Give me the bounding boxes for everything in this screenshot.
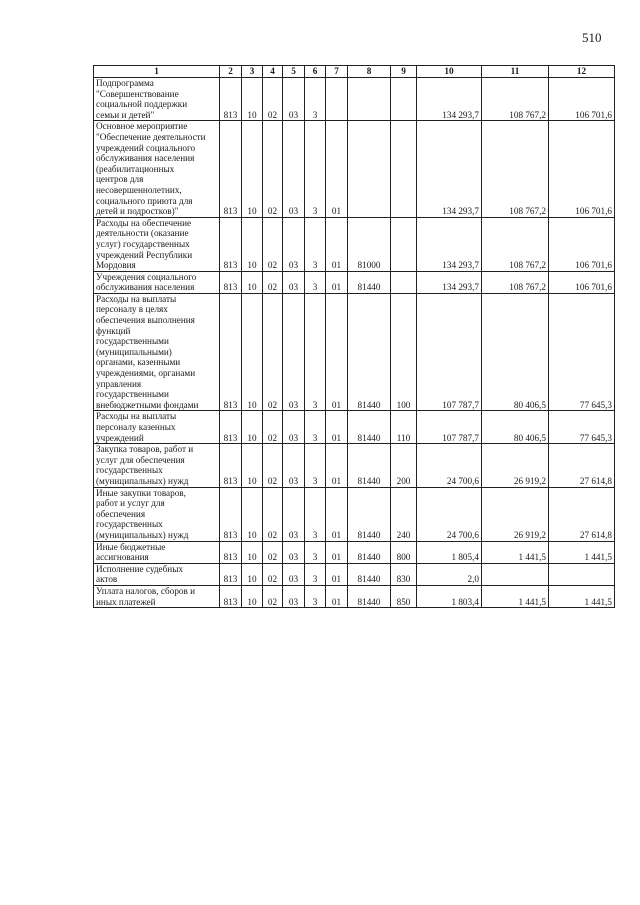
code-cell: 813 (220, 541, 242, 563)
code-cell: 03 (283, 217, 305, 271)
column-header: 3 (242, 66, 263, 78)
amount-cell: 27 614,8 (549, 444, 615, 487)
code-cell: 813 (220, 563, 242, 585)
amount-cell: 134 293,7 (417, 121, 482, 217)
code-cell: 01 (326, 411, 348, 444)
amount-cell: 1 441,5 (482, 585, 549, 607)
code-cell: 100 (391, 293, 417, 411)
code-cell: 01 (326, 293, 348, 411)
code-cell: 110 (391, 411, 417, 444)
column-header: 4 (263, 66, 283, 78)
column-header: 12 (549, 66, 615, 78)
amount-cell: 107 787,7 (417, 411, 482, 444)
code-cell: 01 (326, 487, 348, 541)
code-cell (391, 271, 417, 293)
table-row (94, 541, 615, 563)
code-cell: 03 (283, 444, 305, 487)
code-cell: 02 (263, 293, 283, 411)
amount-cell: 106 701,6 (549, 121, 615, 217)
code-cell: 01 (326, 121, 348, 217)
code-cell: 81440 (348, 411, 391, 444)
code-cell: 81000 (348, 217, 391, 271)
table-row (94, 271, 615, 293)
code-cell: 3 (305, 444, 326, 487)
code-cell: 81440 (348, 271, 391, 293)
code-cell: 01 (326, 271, 348, 293)
header-row (94, 66, 615, 78)
column-header: 6 (305, 66, 326, 78)
code-cell: 03 (283, 271, 305, 293)
row-name-cell: Подпрограмма "Совершенствование социальной поддержки семьи и детей" (94, 78, 220, 121)
amount-cell (549, 563, 615, 585)
code-cell: 02 (263, 487, 283, 541)
row-name-cell: Исполнение судебных актов (94, 563, 220, 585)
code-cell: 81440 (348, 585, 391, 607)
amount-cell: 1 805,4 (417, 541, 482, 563)
code-cell: 02 (263, 271, 283, 293)
page-number: 510 (582, 30, 602, 45)
code-cell (348, 78, 391, 121)
amount-cell (482, 563, 549, 585)
table-row (94, 293, 615, 411)
code-cell: 02 (263, 411, 283, 444)
code-cell: 10 (242, 487, 263, 541)
table-row (94, 487, 615, 541)
code-cell: 3 (305, 121, 326, 217)
row-name-cell: Уплата налогов, сборов и иных платежей (94, 585, 220, 607)
code-cell: 03 (283, 411, 305, 444)
code-cell: 03 (283, 78, 305, 121)
code-cell: 02 (263, 444, 283, 487)
code-cell: 10 (242, 444, 263, 487)
code-cell: 01 (326, 585, 348, 607)
code-cell: 830 (391, 563, 417, 585)
amount-cell: 77 645,3 (549, 411, 615, 444)
code-cell: 3 (305, 541, 326, 563)
column-header: 10 (417, 66, 482, 78)
table-row (94, 411, 615, 444)
table-row (94, 563, 615, 585)
amount-cell: 106 701,6 (549, 271, 615, 293)
row-name-cell: Расходы на обеспечение деятельности (оказание услуг) государственных учреждений Республики Мордовия (94, 217, 220, 271)
code-cell: 10 (242, 293, 263, 411)
amount-cell: 24 700,6 (417, 444, 482, 487)
code-cell: 10 (242, 217, 263, 271)
row-name-cell: Основное мероприятие "Обеспечение деятельности учреждений социального обслуживания населения (реабилитационных центров для несовершеннолетних, социального приюта для детей и подростков)" (94, 121, 220, 217)
code-cell: 3 (305, 293, 326, 411)
table-row (94, 585, 615, 607)
code-cell: 81440 (348, 293, 391, 411)
code-cell: 3 (305, 411, 326, 444)
code-cell: 02 (263, 585, 283, 607)
code-cell: 3 (305, 563, 326, 585)
code-cell: 02 (263, 563, 283, 585)
code-cell: 81440 (348, 444, 391, 487)
code-cell (391, 78, 417, 121)
amount-cell: 80 406,5 (482, 411, 549, 444)
table-row (94, 444, 615, 487)
row-name-cell: Иные бюджетные ассигнования (94, 541, 220, 563)
code-cell: 200 (391, 444, 417, 487)
code-cell (391, 121, 417, 217)
code-cell: 01 (326, 541, 348, 563)
code-cell: 813 (220, 411, 242, 444)
code-cell: 10 (242, 121, 263, 217)
amount-cell: 24 700,6 (417, 487, 482, 541)
code-cell (326, 78, 348, 121)
amount-cell: 2,0 (417, 563, 482, 585)
amount-cell: 108 767,2 (482, 217, 549, 271)
code-cell: 813 (220, 217, 242, 271)
amount-cell: 26 919,2 (482, 487, 549, 541)
column-header: 5 (283, 66, 305, 78)
code-cell: 10 (242, 78, 263, 121)
code-cell: 813 (220, 78, 242, 121)
amount-cell: 134 293,7 (417, 78, 482, 121)
code-cell: 02 (263, 121, 283, 217)
code-cell: 01 (326, 563, 348, 585)
code-cell (348, 121, 391, 217)
amount-cell: 80 406,5 (482, 293, 549, 411)
code-cell: 03 (283, 585, 305, 607)
code-cell (391, 217, 417, 271)
amount-cell: 26 919,2 (482, 444, 549, 487)
column-header: 1 (94, 66, 220, 78)
amount-cell: 1 441,5 (549, 585, 615, 607)
code-cell: 10 (242, 541, 263, 563)
code-cell: 240 (391, 487, 417, 541)
code-cell: 813 (220, 271, 242, 293)
amount-cell: 134 293,7 (417, 217, 482, 271)
code-cell: 03 (283, 487, 305, 541)
amount-cell: 107 787,7 (417, 293, 482, 411)
code-cell: 03 (283, 121, 305, 217)
amount-cell: 1 441,5 (549, 541, 615, 563)
row-name-cell: Закупка товаров, работ и услуг для обеспечения государственных (муниципальных) нужд (94, 444, 220, 487)
amount-cell: 1 441,5 (482, 541, 549, 563)
amount-cell: 134 293,7 (417, 271, 482, 293)
code-cell: 3 (305, 217, 326, 271)
table-row (94, 78, 615, 121)
amount-cell: 108 767,2 (482, 121, 549, 217)
row-name-cell: Расходы на выплаты персоналу в целях обеспечения выполнения функций государственными (муниципальными) органами, казенными учреждениями, органами управления государственными внебюджетными фондами (94, 293, 220, 411)
code-cell: 02 (263, 217, 283, 271)
code-cell: 813 (220, 585, 242, 607)
column-header: 9 (391, 66, 417, 78)
code-cell: 10 (242, 411, 263, 444)
budget-table (93, 65, 615, 608)
code-cell: 3 (305, 271, 326, 293)
table-row (94, 217, 615, 271)
code-cell: 800 (391, 541, 417, 563)
amount-cell: 27 614,8 (549, 487, 615, 541)
column-header: 11 (482, 66, 549, 78)
code-cell: 813 (220, 444, 242, 487)
code-cell: 02 (263, 78, 283, 121)
code-cell: 813 (220, 487, 242, 541)
code-cell: 03 (283, 563, 305, 585)
row-name-cell: Иные закупки товаров, работ и услуг для обеспечения государственных (муниципальных) нужд (94, 487, 220, 541)
row-name-cell: Расходы на выплаты персоналу казенных учреждений (94, 411, 220, 444)
code-cell: 02 (263, 541, 283, 563)
code-cell: 813 (220, 121, 242, 217)
column-header: 7 (326, 66, 348, 78)
amount-cell: 77 645,3 (549, 293, 615, 411)
code-cell: 81440 (348, 487, 391, 541)
code-cell: 850 (391, 585, 417, 607)
code-cell: 3 (305, 78, 326, 121)
amount-cell: 106 701,6 (549, 217, 615, 271)
amount-cell: 108 767,2 (482, 271, 549, 293)
code-cell: 01 (326, 444, 348, 487)
code-cell: 813 (220, 293, 242, 411)
column-header: 2 (220, 66, 242, 78)
code-cell: 81440 (348, 541, 391, 563)
amount-cell: 106 701,6 (549, 78, 615, 121)
amount-cell: 1 803,4 (417, 585, 482, 607)
code-cell: 10 (242, 563, 263, 585)
row-name-cell: Учреждения социального обслуживания населения (94, 271, 220, 293)
amount-cell: 108 767,2 (482, 78, 549, 121)
code-cell: 03 (283, 541, 305, 563)
code-cell: 3 (305, 585, 326, 607)
column-header: 8 (348, 66, 391, 78)
code-cell: 03 (283, 293, 305, 411)
code-cell: 81440 (348, 563, 391, 585)
code-cell: 10 (242, 271, 263, 293)
table-row (94, 121, 615, 217)
code-cell: 01 (326, 217, 348, 271)
code-cell: 10 (242, 585, 263, 607)
code-cell: 3 (305, 487, 326, 541)
